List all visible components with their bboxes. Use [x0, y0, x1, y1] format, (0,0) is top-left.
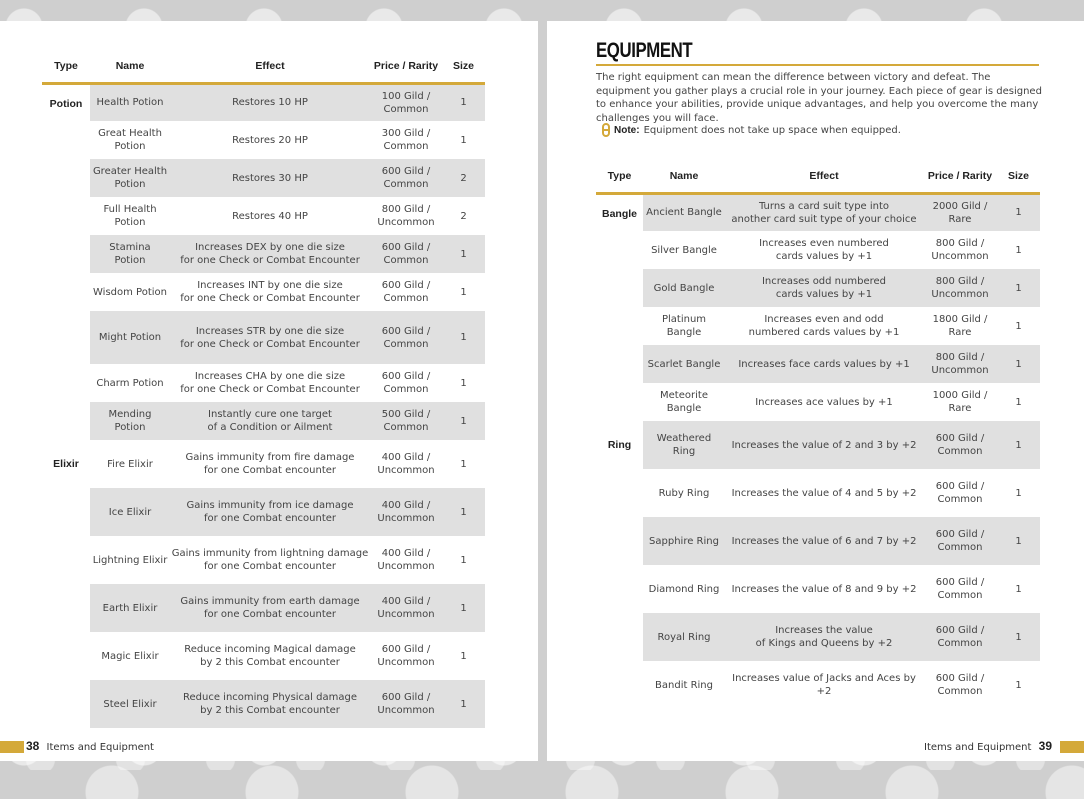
- size-cell: 1: [997, 517, 1040, 565]
- type-badge: Ring: [607, 439, 632, 451]
- size-cell: 1: [1015, 396, 1022, 408]
- effect-cell: Increases even and odd numbered cards values by +1: [748, 314, 900, 338]
- size-cell: 1: [442, 488, 485, 536]
- name-cell: Platinum Bangle: [661, 314, 707, 338]
- intro-paragraph: The right equipment can mean the difference between victory and defeat. The equipment you gather plays a crucial role in your journey. Each piece of gear is designed to enhance your abilities, provide unique advantages, and help you overcome the many challenges you will face.: [596, 72, 1042, 124]
- effect-cell: Increases the value of Kings and Queens by +2: [725, 613, 923, 661]
- size-cell: 1: [1015, 244, 1022, 256]
- right-page: [547, 21, 1084, 761]
- page-number: 39: [1038, 739, 1052, 753]
- effect-cell: Increases the value of 2 and 3 by +2: [725, 421, 923, 469]
- size-cell: 1: [442, 402, 485, 440]
- size-cell: 1: [460, 458, 467, 470]
- table-row: [596, 307, 1040, 345]
- page-number: 38: [26, 739, 40, 753]
- table-row: [42, 402, 485, 440]
- name-cell: Mending Potion: [90, 402, 170, 440]
- name-cell: Meteorite Bangle: [660, 390, 708, 414]
- table-row: [596, 469, 1040, 517]
- name-cell: Royal Ring: [643, 613, 725, 661]
- effect-cell: Reduce incoming Magical damage by 2 this Combat encounter: [184, 644, 356, 668]
- note: [602, 123, 901, 137]
- table-row: [42, 83, 485, 121]
- table-row: [42, 680, 485, 728]
- name-cell: Ruby Ring: [658, 487, 710, 499]
- page-footer: [26, 739, 154, 753]
- table-row: [596, 231, 1040, 269]
- col-size: Size: [442, 51, 485, 83]
- col-type: Type: [42, 51, 90, 83]
- price-cell: 100 Gild / Common: [370, 83, 442, 121]
- price-cell: 600 Gild / Common: [923, 613, 997, 661]
- table-row: [596, 613, 1040, 661]
- name-cell: Silver Bangle: [651, 244, 717, 256]
- size-cell: 1: [442, 235, 485, 273]
- effect-cell: Increases face cards values by +1: [725, 345, 923, 383]
- footer-bar: [0, 741, 24, 753]
- col-price: Price / Rarity: [923, 161, 997, 193]
- table-row: [42, 235, 485, 273]
- left-page: [0, 21, 538, 761]
- table-row: [42, 440, 485, 488]
- table-row: [42, 488, 485, 536]
- note-icon: [602, 123, 610, 137]
- col-name: Name: [643, 161, 725, 193]
- type-cell: [596, 421, 643, 709]
- price-cell: 800 Gild / Uncommon: [923, 269, 997, 307]
- table-row: [42, 584, 485, 632]
- type-cell: [42, 83, 90, 440]
- table-row: [596, 383, 1040, 421]
- name-cell: Health Potion: [90, 83, 170, 121]
- price-cell: 600 Gild / Common: [935, 673, 985, 697]
- col-name: Name: [90, 51, 170, 83]
- price-cell: 400 Gild / Uncommon: [370, 488, 442, 536]
- effect-cell: Increases the value of 8 and 9 by +2: [731, 583, 917, 595]
- name-cell: Fire Elixir: [107, 458, 153, 470]
- name-cell: Might Potion: [90, 311, 170, 364]
- size-cell: 1: [442, 83, 485, 121]
- name-cell: Diamond Ring: [648, 583, 720, 595]
- size-cell: 1: [460, 286, 467, 298]
- name-cell: Wisdom Potion: [93, 286, 167, 298]
- table-row: [596, 565, 1040, 613]
- table-row: [596, 661, 1040, 709]
- col-type: Type: [596, 161, 643, 193]
- effect-cell: Restores 30 HP: [170, 159, 370, 197]
- effect-cell: Increases DEX by one die size for one Check or Combat Encounter: [170, 235, 370, 273]
- table-row: [42, 121, 485, 159]
- name-cell: Magic Elixir: [101, 650, 159, 662]
- name-cell: Earth Elixir: [90, 584, 170, 632]
- price-cell: 800 Gild / Uncommon: [923, 345, 997, 383]
- price-cell: 600 Gild / Common: [923, 517, 997, 565]
- table-row: [596, 345, 1040, 383]
- name-cell: Weathered Ring: [643, 421, 725, 469]
- table-row: [596, 269, 1040, 307]
- price-cell: 400 Gild / Uncommon: [377, 548, 435, 572]
- effect-cell: Gains immunity from earth damage for one Combat encounter: [170, 584, 370, 632]
- name-cell: Ice Elixir: [90, 488, 170, 536]
- page-footer: [924, 739, 1052, 753]
- size-cell: 1: [1015, 487, 1022, 499]
- effect-cell: Increases INT by one die size for one Check or Combat Encounter: [180, 280, 360, 304]
- effect-cell: Turns a card suit type into another card suit type of your choice: [725, 193, 923, 231]
- price-cell: 800 Gild / Uncommon: [931, 238, 989, 262]
- effect-cell: Instantly cure one target of a Condition or Ailment: [170, 402, 370, 440]
- price-cell: 600 Gild / Common: [935, 577, 985, 601]
- size-cell: 1: [997, 613, 1040, 661]
- effect-cell: Restores 40 HP: [232, 210, 308, 222]
- name-cell: Full Health Potion: [103, 204, 157, 228]
- name-cell: Gold Bangle: [643, 269, 725, 307]
- col-size: Size: [997, 161, 1040, 193]
- price-cell: 400 Gild / Uncommon: [370, 584, 442, 632]
- effect-cell: Increases odd numbered cards values by +1: [725, 269, 923, 307]
- effect-cell: Reduce incoming Physical damage by 2 this Combat encounter: [170, 680, 370, 728]
- effect-cell: Gains immunity from fire damage for one Combat encounter: [185, 452, 355, 476]
- name-cell: Lightning Elixir: [92, 554, 168, 566]
- effect-cell: Increases even numbered cards values by +1: [759, 238, 889, 262]
- footer-bar: [1060, 741, 1084, 753]
- size-cell: 1: [442, 311, 485, 364]
- price-cell: 600 Gild / Common: [923, 421, 997, 469]
- size-cell: 1: [460, 650, 467, 662]
- title-underline: [596, 64, 1039, 66]
- col-price: Price / Rarity: [370, 51, 442, 83]
- type-badge: Potion: [49, 97, 83, 110]
- price-cell: 600 Gild / Common: [381, 371, 431, 395]
- price-cell: 400 Gild / Uncommon: [377, 452, 435, 476]
- size-cell: 1: [997, 269, 1040, 307]
- price-cell: 2000 Gild / Rare: [923, 193, 997, 231]
- size-cell: 2: [442, 159, 485, 197]
- price-cell: 1000 Gild / Rare: [932, 390, 988, 414]
- size-cell: 1: [442, 584, 485, 632]
- table-row: [42, 536, 485, 584]
- size-cell: 1: [1015, 320, 1022, 332]
- effect-cell: Increases ace values by +1: [755, 396, 893, 408]
- note-text: Equipment does not take up space when equipped.: [643, 124, 901, 136]
- effect-cell: Increases the value of 4 and 5 by +2: [731, 487, 917, 499]
- name-cell: Stamina Potion: [90, 235, 170, 273]
- size-cell: 1: [460, 377, 467, 389]
- price-cell: 600 Gild / Uncommon: [377, 644, 435, 668]
- size-cell: 1: [1015, 679, 1022, 691]
- table-row: [42, 273, 485, 311]
- size-cell: 2: [460, 210, 467, 222]
- type-cell: [42, 440, 90, 728]
- footer-label: Items and Equipment: [46, 742, 154, 753]
- size-cell: 1: [997, 193, 1040, 231]
- page-title: EQUIPMENT: [596, 39, 693, 62]
- table-row: [596, 421, 1040, 469]
- size-cell: 1: [997, 345, 1040, 383]
- type-badge: Bangle: [601, 207, 637, 220]
- table-row: [42, 364, 485, 402]
- effect-cell: Gains immunity from lightning damage for one Combat encounter: [171, 548, 369, 572]
- table-row: [42, 197, 485, 235]
- price-cell: 600 Gild / Common: [370, 235, 442, 273]
- col-effect: Effect: [725, 161, 923, 193]
- table-row: [596, 193, 1040, 231]
- effect-cell: Increases CHA by one die size for one Check or Combat Encounter: [180, 371, 360, 395]
- table-row: [596, 517, 1040, 565]
- equipment-table: [596, 161, 1040, 709]
- col-effect: Effect: [170, 51, 370, 83]
- name-cell: Greater Health Potion: [90, 159, 170, 197]
- name-cell: Sapphire Ring: [643, 517, 725, 565]
- table-row: [42, 311, 485, 364]
- price-cell: 600 Gild / Common: [370, 159, 442, 197]
- name-cell: Bandit Ring: [655, 679, 713, 691]
- name-cell: Steel Elixir: [90, 680, 170, 728]
- effect-cell: Restores 20 HP: [232, 134, 308, 146]
- potions-elixirs-table: [42, 51, 485, 728]
- effect-cell: Gains immunity from ice damage for one Combat encounter: [170, 488, 370, 536]
- price-cell: 500 Gild / Common: [370, 402, 442, 440]
- size-cell: 1: [460, 134, 467, 146]
- price-cell: 600 Gild / Uncommon: [370, 680, 442, 728]
- name-cell: Ancient Bangle: [643, 193, 725, 231]
- price-cell: 1800 Gild / Rare: [932, 314, 988, 338]
- price-cell: 600 Gild / Common: [935, 481, 985, 505]
- table-row: [42, 159, 485, 197]
- effect-cell: Restores 10 HP: [170, 83, 370, 121]
- price-cell: 600 Gild / Common: [370, 311, 442, 364]
- effect-cell: Increases STR by one die size for one Check or Combat Encounter: [170, 311, 370, 364]
- name-cell: Scarlet Bangle: [643, 345, 725, 383]
- price-cell: 600 Gild / Common: [381, 280, 431, 304]
- effect-cell: Increases value of Jacks and Aces by +2: [732, 673, 916, 697]
- table-row: [42, 632, 485, 680]
- type-badge: Elixir: [53, 458, 79, 470]
- effect-cell: Increases the value of 6 and 7 by +2: [725, 517, 923, 565]
- price-cell: 300 Gild / Common: [381, 128, 431, 152]
- size-cell: 1: [442, 680, 485, 728]
- price-cell: 800 Gild / Uncommon: [377, 204, 435, 228]
- type-cell: [596, 193, 643, 421]
- size-cell: 1: [997, 421, 1040, 469]
- footer-label: Items and Equipment: [924, 742, 1032, 753]
- name-cell: Charm Potion: [96, 377, 164, 389]
- size-cell: 1: [460, 554, 467, 566]
- note-label: Note:: [614, 124, 640, 136]
- name-cell: Great Health Potion: [98, 128, 162, 152]
- size-cell: 1: [1015, 583, 1022, 595]
